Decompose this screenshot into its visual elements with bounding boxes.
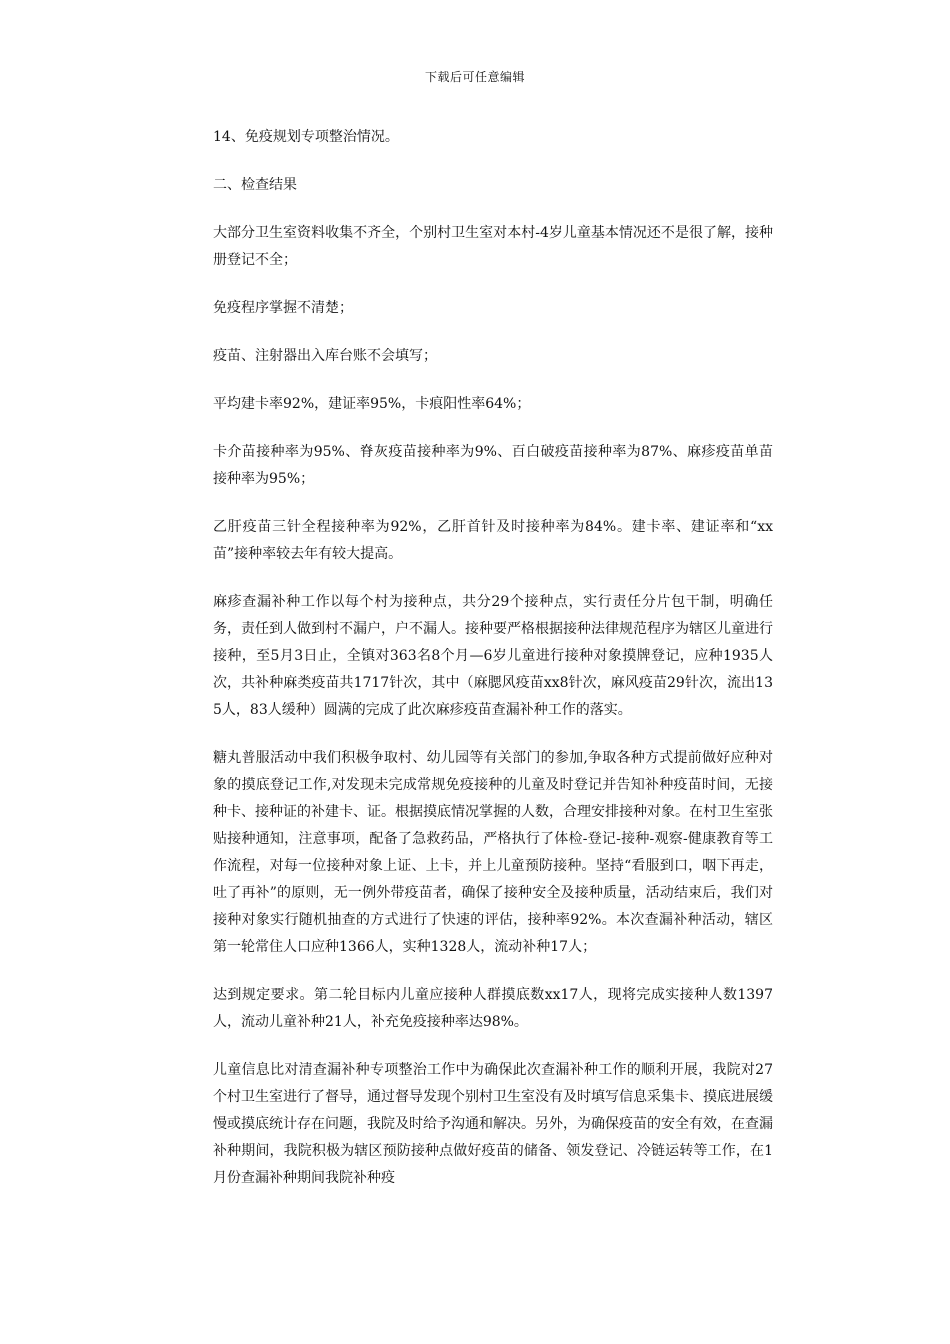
paragraph-measles-catchup: 麻疹查漏补种工作以每个村为接种点，共分29个接种点，实行责任分片包干制，明确任务，责任到人做到村不漏户，户不漏人。接种要严格根据接种法律规范程序为辖区儿童进行接种，至5月3日止，全镇对363名8个月—6岁儿童进行接种对象摸牌登记，应种1935人次，共补种麻类疫苗共1717针次，其中（麻腮风疫苗xx8针次，麻风疫苗29针次，流出135人，83人缓种）圆满的完成了此次麻疹疫苗查漏补种工作的落实。 [213, 594, 773, 718]
paragraph-section-14: 14、免疫规划专项整治情况。 [213, 129, 399, 145]
paragraph-ledger: 疫苗、注射器出入库台账不会填写； [213, 348, 437, 364]
page-header: 下载后可任意编辑 [424, 70, 525, 84]
heading-inspection-results: 二、检查结果 [213, 177, 297, 193]
paragraph-card-rates: 平均建卡率92%，建证率95%，卡痕阳性率64%； [213, 396, 531, 412]
document-body [213, 124, 773, 1213]
paragraph-sugar-pill: 糖丸普服活动中我们积极争取村、幼儿园等有关部门的参加,争取各种方式提前做好应种对象的摸底登记工作,对发现未完成常规免疫接种的儿童及时登记并告知补种疫苗时间，无接种卡、接种证的补建卡、证。根据摸底情况掌握的人数，合理安排接种对象。在村卫生室张贴接种通知，注意事项，配备了急救药品，严格执行了体检-登记-接种-观察-健康教育等工作流程，对每一位接种对象上证、上卡，并上儿童预防接种。坚持“看服到口，咽下再走，吐了再补”的原则，无一例外带疫苗者，确保了接种安全及接种质量，活动结束后，我们对接种对象实行随机抽查的方式进行了快速的评估，接种率92%。本次查漏补种活动，辖区第一轮常住人口应种1366人，实种1328人，流动补种17人； [213, 750, 773, 955]
paragraph-records-incomplete: 大部分卫生室资料收集不齐全，个别村卫生室对本村-4岁儿童基本情况还不是很了解，接种册登记不全； [213, 225, 773, 268]
paragraph-hepatitis-b: 乙肝疫苗三针全程接种率为92%，乙肝首针及时接种率为84%。建卡率、建证率和“xx苗”接种率较去年有较大提高。 [213, 519, 773, 562]
paragraph-info-comparison: 儿童信息比对清查漏补种专项整治工作中为确保此次查漏补种工作的顺利开展，我院对27个村卫生室进行了督导，通过督导发现个别村卫生室没有及时填写信息采集卡、摸底进展缓慢或摸底统计存在问题，我院及时给予沟通和解决。另外，为确保疫苗的安全有效，在查漏补种期间，我院积极为辖区预防接种点做好疫苗的储备、领发登记、冷链运转等工作，在1月份查漏补种期间我院补种疫 [213, 1062, 773, 1186]
paragraph-procedure-unclear: 免疫程序掌握不清楚； [213, 300, 353, 316]
paragraph-second-round: 达到规定要求。第二轮目标内儿童应接种人群摸底数xx17人，现将完成实接种人数1397人，流动儿童补种21人，补充免疫接种率达98%。 [213, 987, 773, 1030]
paragraph-vaccine-rates: 卡介苗接种率为95%、脊灰疫苗接种率为9%、百白破疫苗接种率为87%、麻疹疫苗单苗接种率为95%； [213, 444, 773, 487]
